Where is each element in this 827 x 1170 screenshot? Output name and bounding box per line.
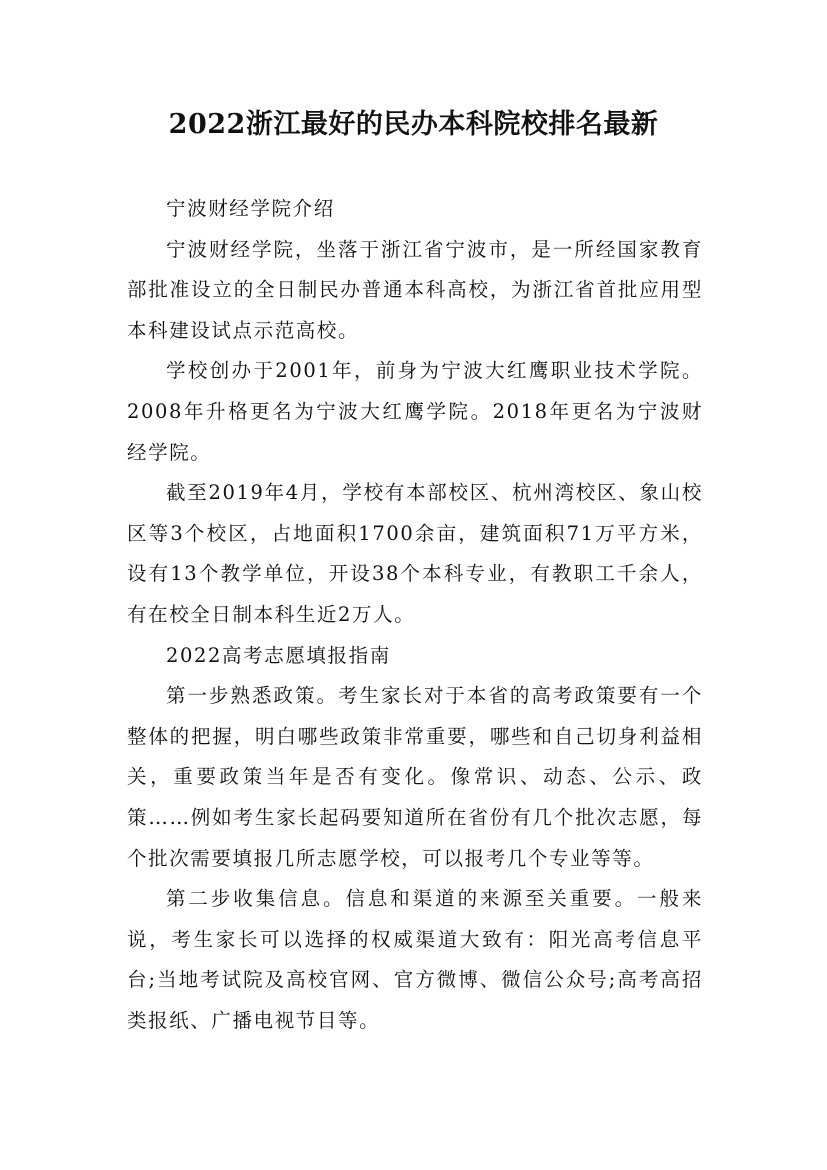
paragraph: 截至2019年4月，学校有本部校区、杭州湾校区、象山校区等3个校区，占地面积1700余亩，建筑面积71万平方米，设有13个教学单位，开设38个本科专业，有教职工千余人，有在校全日制本科生近2万人。 [127,481,703,626]
document-title: 2022浙江最好的民办本科院校排名最新 [168,109,659,140]
paragraph: 第二步收集信息。信息和渠道的来源至关重要。一般来说，考生家长可以选择的权威渠道大致有：阳光高考信息平台;当地考试院及高校官网、官方微博、微信公众号;高考高招类报纸、广播电视节目等。 [127,887,703,1032]
paragraph: 宁波财经学院，坐落于浙江省宁波市，是一所经国家教育部批准设立的全日制民办普通本科高校，为浙江省首批应用型本科建设试点示范高校。 [127,237,703,342]
document-body [127,189,703,1041]
paragraph: 第一步熟悉政策。考生家长对于本省的高考政策要有一个整体的把握，明白哪些政策非常重要，哪些和自己切身利益相关，重要政策当年是否有变化。像常识、动态、公示、政策……例如考生家长起码要知道所在省份有几个批次志愿，每个批次需要填报几所志愿学校，可以报考几个专业等等。 [127,684,703,870]
section-heading-application-guide: 2022高考志愿填报指南 [166,643,391,667]
paragraph: 学校创办于2001年，前身为宁波大红鹰职业技术学院。2008年升格更名为宁波大红鹰学院。2018年更名为宁波财经学院。 [127,359,703,464]
section-heading-ningbo-intro: 宁波财经学院介绍 [166,197,335,220]
